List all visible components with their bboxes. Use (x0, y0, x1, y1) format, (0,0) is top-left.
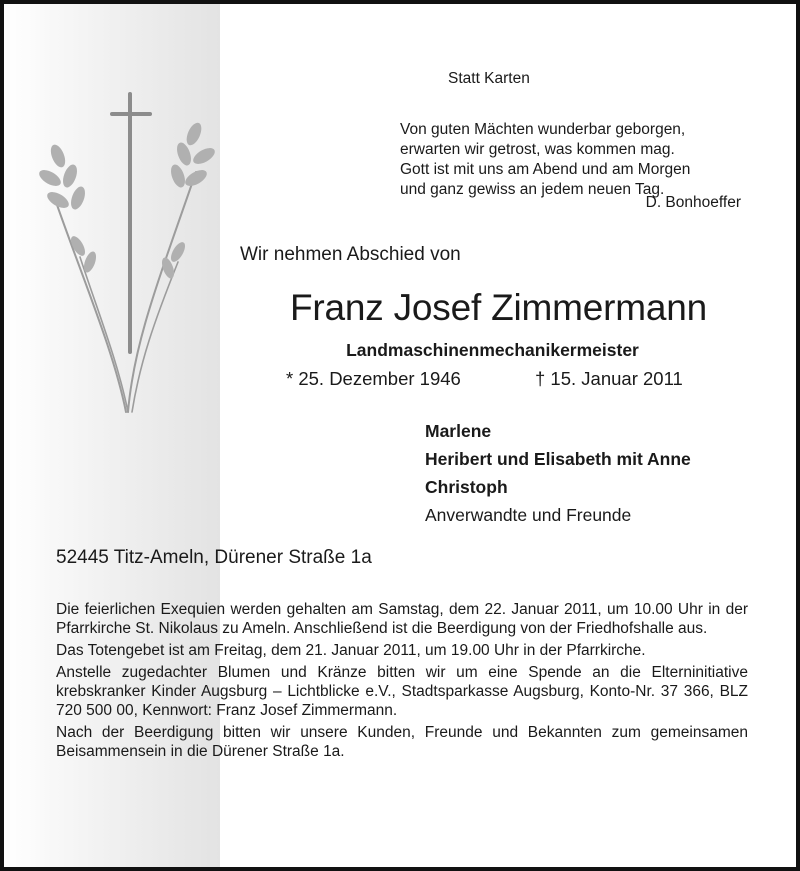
mourner-name: Marlene (425, 421, 492, 441)
paragraph: Die feierlichen Exequien werden gehalten am Samstag, dem 22. Januar 2011, um 10.00 Uhr in der Pfarrkirche St. Nikolaus zu Ameln. Anschließend ist die Beerdigung von der Friedhofshalle aus. (56, 601, 748, 637)
poem-line: Von guten Mächten wunderbar geborgen, (400, 121, 686, 138)
deceased-name: Franz Josef Zimmermann (289, 287, 708, 328)
poem-line: erwarten wir getrost, was kommen mag. (400, 141, 675, 158)
paragraph: Nach der Beerdigung bitten wir unsere Kunden, Freunde und Bekannten zum gemeinsamen Beisammensein in die Dürener Straße 1a. (56, 724, 748, 760)
poem-line: und ganz gewiss an jedem neuen Tag. (400, 181, 665, 198)
mourner-name: Christoph (425, 477, 508, 497)
mourner-name: Heribert und Elisabeth mit Anne (425, 449, 691, 469)
mourners-list (425, 417, 691, 529)
poem (400, 120, 752, 200)
occupation: Landmaschinenmechanikermeister (346, 340, 639, 360)
cross-with-wheat-icon (28, 82, 218, 442)
death-date: † 15. Januar 2011 (535, 368, 683, 389)
poem-line: Gott ist mit uns am Abend und am Morgen (400, 161, 691, 178)
paragraph: Das Totengebet ist am Freitag, dem 21. Januar 2011, um 19.00 Uhr in der Pfarrkirche. (56, 642, 646, 659)
birth-date: * 25. Dezember 1946 (286, 368, 461, 389)
paragraph: Anstelle zugedachter Blumen und Kränze bitten wir um eine Spende an die Elterninitiative krebskranker Kinder Augsburg – Lichtblicke e.V., Stadtsparkasse Augsburg, Konto-Nr. 37 366, BLZ 720 500 00, Kennwort: Franz Josef Zimmermann. (56, 664, 748, 719)
mourner-relatives: Anverwandte und Freunde (425, 505, 632, 525)
poem-author: D. Bonhoeffer (645, 194, 741, 211)
address: 52445 Titz-Ameln, Dürener Straße 1a (56, 547, 372, 568)
notice-heading: Statt Karten (448, 70, 530, 87)
farewell-intro: Wir nehmen Abschied von (240, 244, 461, 265)
service-details (56, 600, 748, 764)
